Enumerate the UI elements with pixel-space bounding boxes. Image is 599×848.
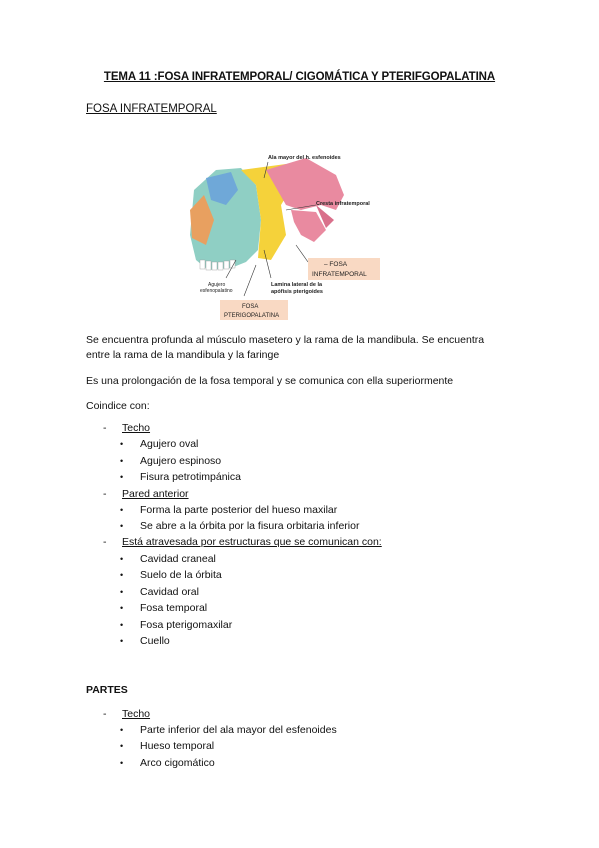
label-cresta: Cresta infratemporal: [316, 201, 370, 207]
skull-figure: [186, 150, 386, 322]
list-label-pared: Pared anterior: [122, 488, 189, 500]
label-fosa-infra-2: INFRATEMPORAL: [312, 271, 367, 278]
list-item: • Arco cigomático: [120, 757, 215, 769]
dash-marker: -: [103, 422, 107, 434]
list-item: • Hueso temporal: [120, 740, 215, 752]
label-agujero-2: esfenopalatino: [200, 288, 233, 294]
bullet-marker: •: [120, 472, 124, 482]
label-lamina-1: Lamina lateral de la: [271, 282, 323, 288]
bullet-marker: •: [120, 758, 124, 768]
list-item: • Agujero oval: [120, 438, 199, 450]
list-item: • Parte inferior del ala mayor del esfenoides: [120, 724, 337, 736]
list-item: • Se abre a la órbita por la fisura orbitaria inferior: [120, 520, 360, 532]
bullet-marker: •: [120, 620, 124, 630]
bullet-marker: •: [120, 439, 124, 449]
list-item: • Fosa pterigomaxilar: [120, 619, 233, 631]
label-fosa-pterigo-2: PTERIGOPALATINA: [224, 313, 280, 319]
paragraph-3: Coindice con:: [86, 400, 150, 412]
label-ala-mayor: Ala mayor del h. esfenoides: [268, 155, 341, 161]
list-label-techo: Techo: [122, 422, 151, 434]
list2-techo: [103, 708, 150, 720]
parts-heading: PARTES: [86, 684, 128, 696]
bullet-marker: •: [120, 554, 124, 564]
paragraph-1-line-2: entre la rama de la mandibula y la faringe: [86, 349, 280, 361]
label-agujero-1: Agujero: [208, 282, 226, 288]
dash-marker: -: [103, 708, 107, 720]
list-pared-anterior: [103, 488, 189, 500]
bullet-marker: •: [120, 741, 124, 751]
bullet-marker: •: [120, 725, 124, 735]
list-atravesada: [103, 536, 382, 548]
label-lamina-2: apófisis pterigoides: [271, 289, 323, 295]
dash-marker: -: [103, 488, 107, 500]
paragraph-1-line-1: Se encuentra profunda al músculo masetero y la rama de la mandibula. Se encuentra: [86, 334, 485, 346]
bullet-marker: •: [120, 570, 124, 580]
bullet-marker: •: [120, 603, 124, 613]
list-item: • Forma la parte posterior del hueso maxilar: [120, 504, 338, 516]
paragraph-1: [86, 333, 516, 363]
label-fosa-infra-1: – FOSA: [324, 261, 348, 268]
list-techo: [103, 422, 150, 434]
list-item: • Fisura petrotimpánica: [120, 471, 241, 483]
page-title: TEMA 11 :FOSA INFRATEMPORAL/ CIGOMÁTICA Y PTERIFGOPALATINA: [103, 71, 496, 83]
list-item: • Agujero espinoso: [120, 455, 222, 467]
list-item: • Cavidad oral: [120, 586, 199, 598]
list-item: • Fosa temporal: [120, 602, 208, 614]
bullet-marker: •: [120, 456, 124, 466]
dash-marker: -: [103, 536, 107, 548]
bullet-marker: •: [120, 505, 124, 515]
bullet-marker: •: [120, 636, 124, 646]
list2-label-techo: Techo: [122, 708, 151, 720]
list-item: • Cuello: [120, 635, 170, 647]
list-item: • Suelo de la órbita: [120, 569, 222, 581]
bullet-marker: •: [120, 521, 124, 531]
label-fosa-pterigo-1: FOSA: [242, 304, 259, 310]
section-heading: FOSA INFRATEMPORAL: [86, 103, 217, 115]
paragraph-2: Es una prolongación de la fosa temporal y se comunica con ella superiormente: [86, 375, 454, 387]
bullet-marker: •: [120, 587, 124, 597]
list-label-atravesada: Está atravesada por estructuras que se comunican con:: [122, 536, 382, 548]
list-item: • Cavidad craneal: [120, 553, 216, 565]
